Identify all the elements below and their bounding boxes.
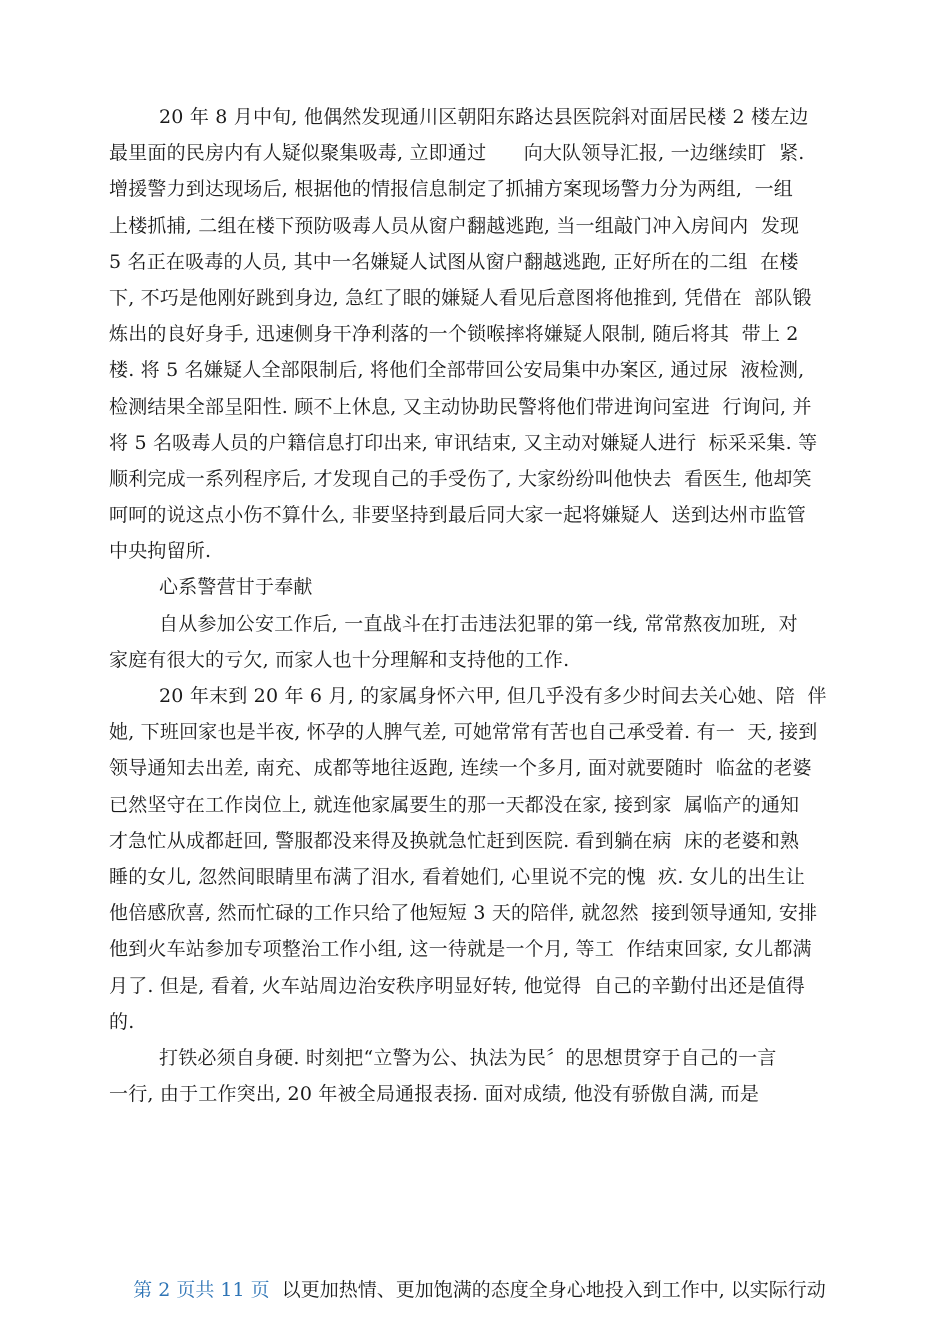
text-line: 上楼抓捕, 二组在楼下预防吸毒人员从窗户翻越逃跑, 当一组敲门冲入房间内 发现: [109, 214, 800, 237]
page-number-label: 第 2 页共 11 页: [133, 1279, 270, 1301]
text-line: 她, 下班回家也是半夜, 怀孕的人脾气差, 可她常常有苦也自己承受着. 有一 天, 接到: [109, 721, 818, 744]
text-line: 他到火车站参加专项整治工作小组, 这一待就是一个月, 等工 作结束回家, 女儿都满: [109, 938, 812, 961]
text-line: 顺利完成一系列程序后, 才发现自己的手受伤了, 大家纷纷叫他快去 看医生, 他却笑: [109, 467, 812, 490]
text-line: 领导通知去出差, 南充、成都等地往返跑, 连续一个多月, 面对就要随时 临盆的老婆: [109, 757, 812, 780]
text-line: 月了. 但是, 看着, 火车站周边治安秩序明显好转, 他觉得 自己的辛勤付出还是值得: [109, 974, 805, 997]
text-line: 最里面的民房内有人疑似聚集吸毒, 立即通过 向大队领导汇报, 一边继续盯 紧.: [109, 142, 805, 165]
text-line: 家庭有很大的亏欠, 而家人也十分理解和支持他的工作.: [109, 648, 570, 671]
text-line: 睡的女儿, 忽然间眼睛里布满了泪水, 看着她们, 心里说不完的愧 疚. 女儿的出生让: [109, 865, 805, 888]
text-line: 已然坚守在工作岗位上, 就连他家属要生的那一天都没在家, 接到家 属临产的通知: [109, 793, 800, 816]
text-line: 一行, 由于工作突出, 20 年被全局通报表扬. 面对成绩, 他没有骄傲自满, 而是: [109, 1083, 760, 1106]
text-line: 中央拘留所.: [109, 540, 212, 563]
footer-continuation-text: 以更加热情、更加饱满的态度全身心地投入到工作中, 以实际行动: [269, 1279, 826, 1301]
text-line: 5 名正在吸毒的人员, 其中一名嫌疑人试图从窗户翻越逃跑, 正好所在的二组 在楼: [109, 250, 799, 273]
text-line: 下, 不巧是他刚好跳到身边, 急红了眼的嫌疑人看见后意图将他推到, 凭借在 部队锻: [109, 286, 812, 309]
text-line: 呵呵的说这点小伤不算什么, 非要坚持到最后同大家一起将嫌疑人 送到达州市监管: [109, 504, 806, 527]
text-line: 心系警营甘于奉献: [159, 576, 313, 599]
text-line: 的.: [109, 1010, 135, 1033]
text-line: 将 5 名吸毒人员的户籍信息打印出来, 审讯结束, 又主动对嫌疑人进行 标采采集. 等: [109, 431, 818, 454]
text-line: 打铁必须自身硬. 时刻把“立警为公、执法为民〞的思想贯穿于自己的一言: [159, 1046, 777, 1069]
text-line: 他倍感欣喜, 然而忙碌的工作只给了他短短 3 天的陪伴, 就忽然 接到领导通知, 安排: [109, 902, 818, 925]
text-line: 楼. 将 5 名嫌疑人全部限制后, 将他们全部带回公安局集中办案区, 通过尿 液检测,: [109, 359, 805, 382]
page-footer: [109, 1236, 869, 1301]
text-line: 20 年末到 20 年 6 月, 的家属身怀六甲, 但几乎没有多少时间去关心她、陪 伴: [159, 685, 827, 707]
text-line: 检测结果全部呈阳性. 顾不上休息, 又主动协助民警将他们带进询问室进 行询问, 并: [109, 395, 812, 418]
text-line: 增援警力到达现场后, 根据他的情报信息制定了抓捕方案现场警力分为两组, 一组: [109, 178, 793, 201]
text-line: 20 年 8 月中旬, 他偶然发现通川区朝阳东路达县医院斜对面居民楼 2 楼左边: [159, 106, 809, 128]
text-line: 才急忙从成都赶回, 警服都没来得及换就急忙赶到医院. 看到躺在病 床的老婆和熟: [109, 829, 800, 852]
text-line: 炼出的良好身手, 迅速侧身干净利落的一个锁喉摔将嫌疑人限制, 随后将其 带上 2: [109, 323, 799, 346]
body-text: [109, 99, 849, 1112]
text-line: 自从参加公安工作后, 一直战斗在打击违法犯罪的第一线, 常常熬夜加班, 对: [159, 612, 798, 635]
